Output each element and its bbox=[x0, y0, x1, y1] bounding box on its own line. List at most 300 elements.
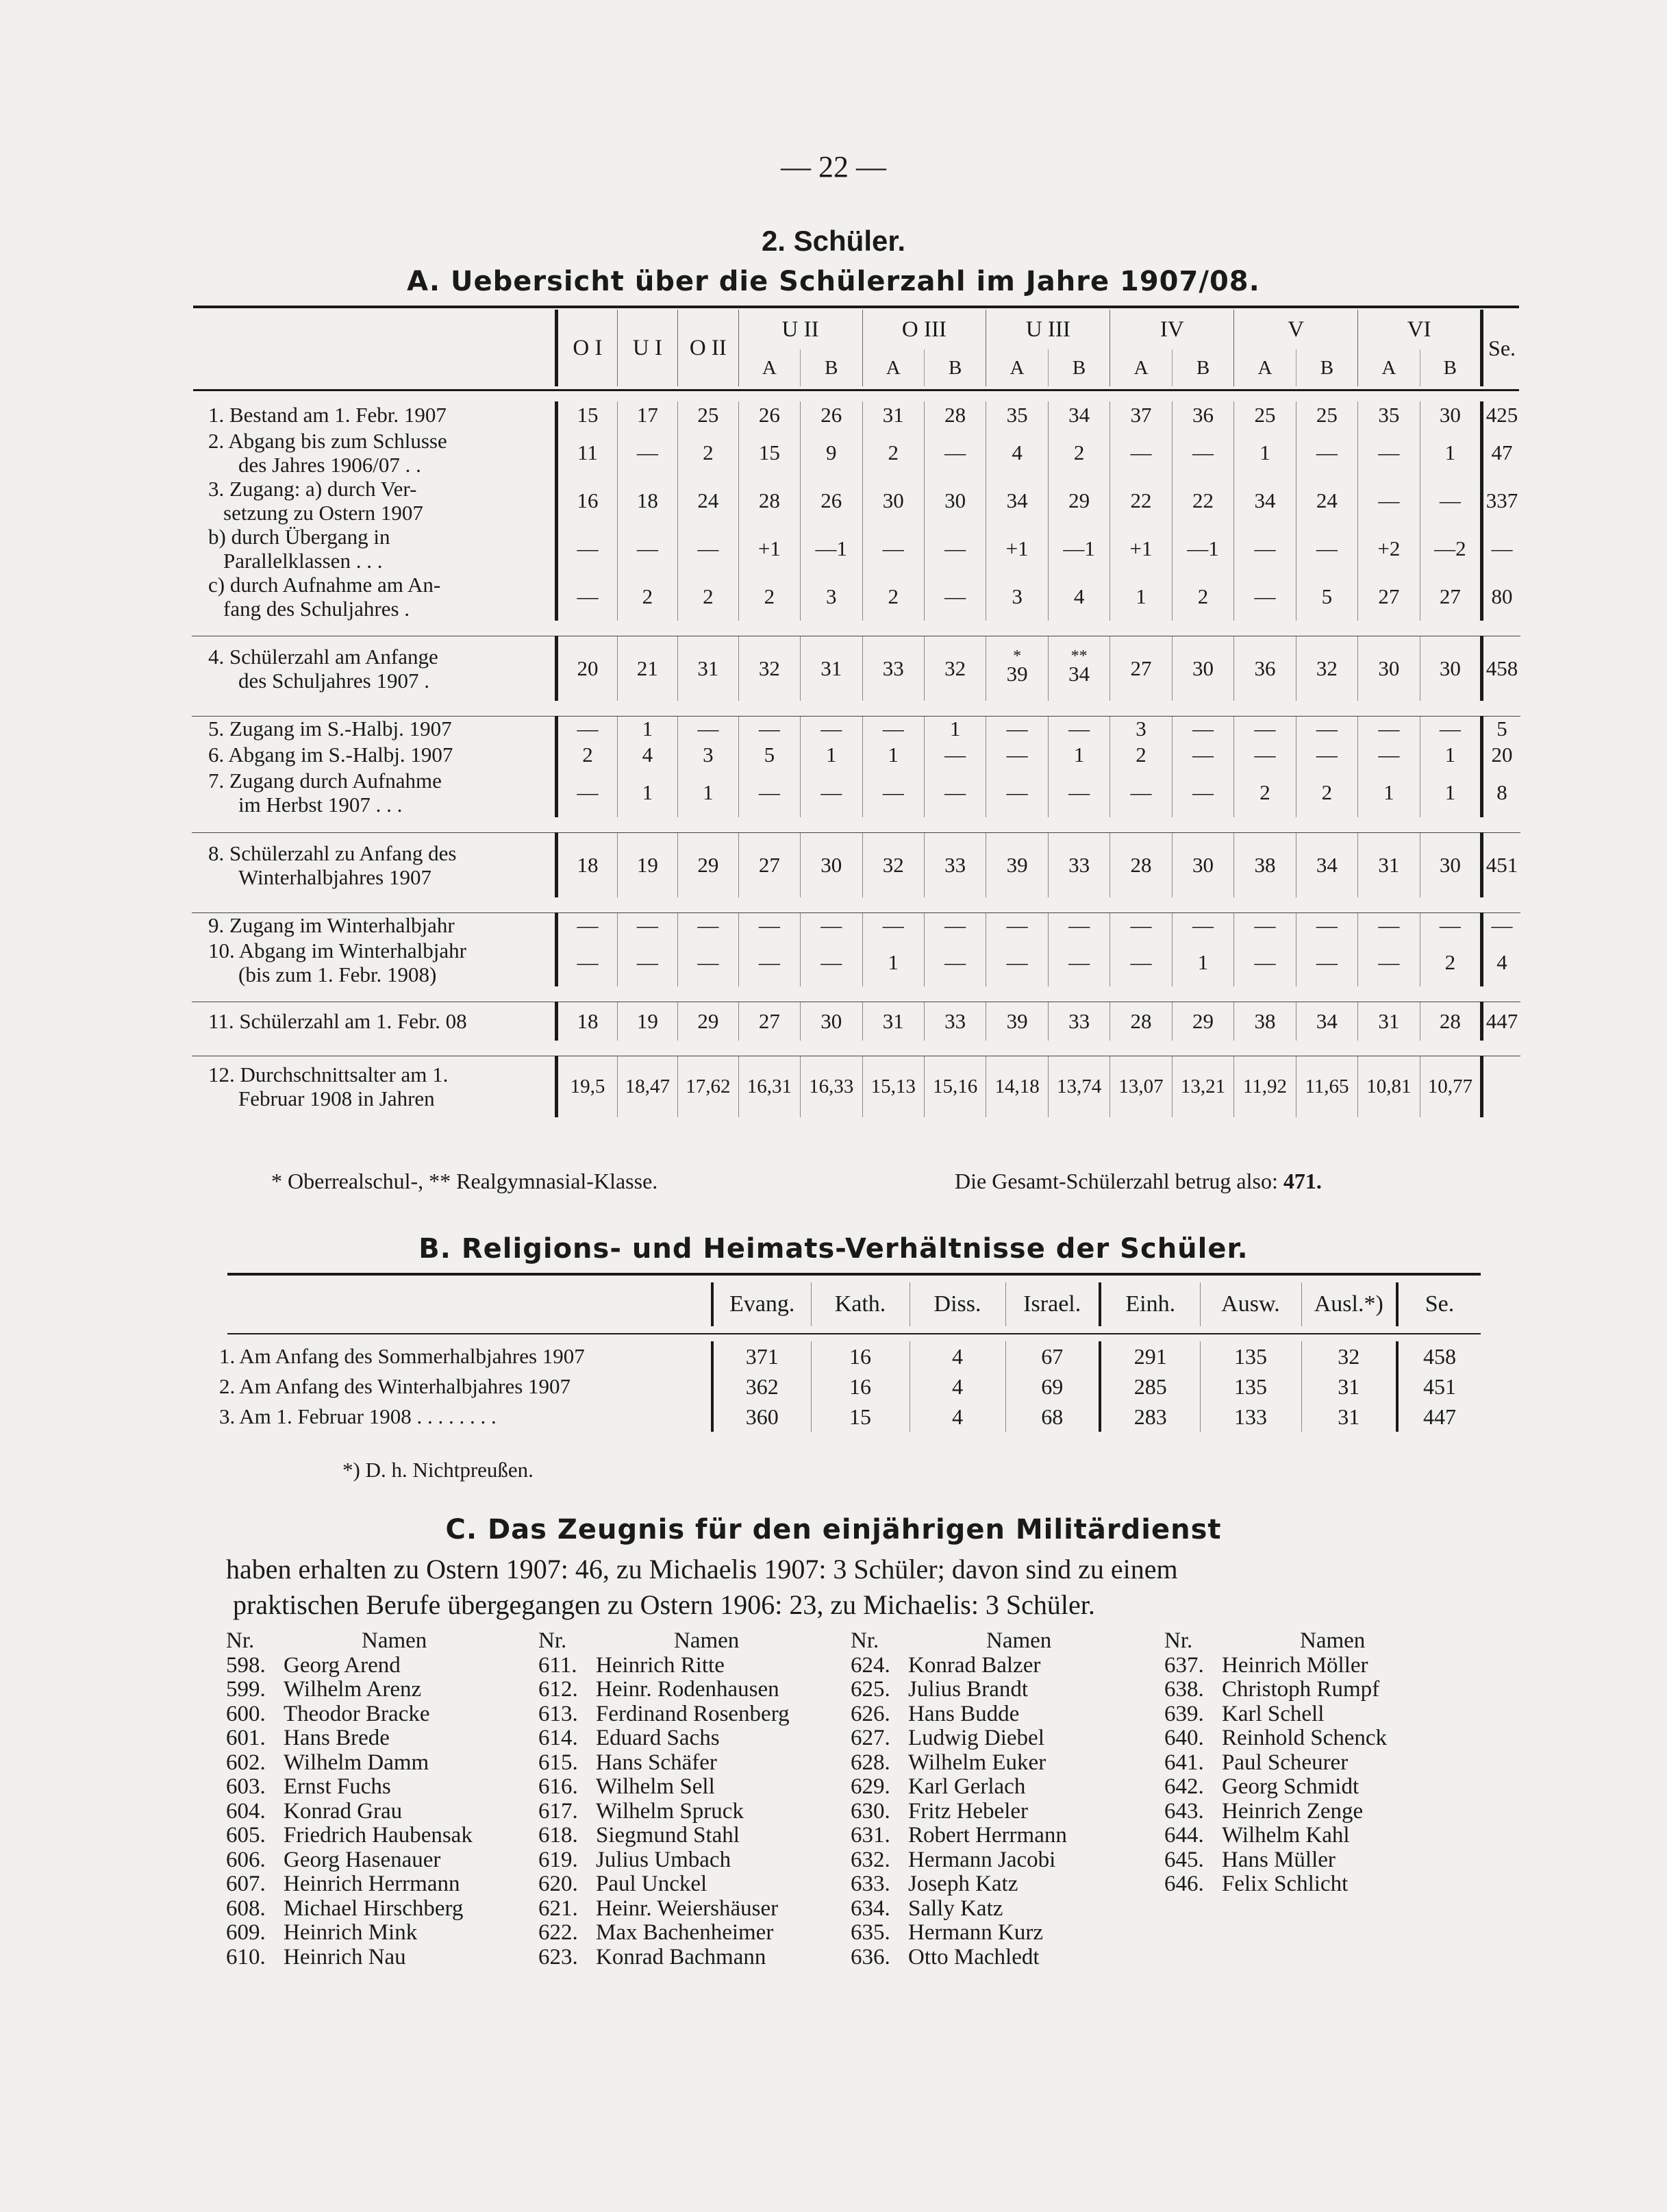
table-cell bbox=[738, 912, 800, 939]
row-label-line: setzung zu Ostern 1907 bbox=[223, 501, 423, 525]
table-cell bbox=[1234, 525, 1296, 573]
table-cell: 133 bbox=[1200, 1402, 1301, 1432]
list-number: 602. bbox=[226, 1750, 266, 1775]
table-cell bbox=[801, 833, 862, 897]
table-cell: 451 bbox=[1397, 1371, 1481, 1402]
table-cell bbox=[924, 573, 986, 621]
list-name: Otto Machledt bbox=[908, 1944, 1040, 1969]
cell-value: 1 bbox=[888, 743, 899, 767]
list-item bbox=[1164, 1800, 1472, 1824]
list-number: 634. bbox=[851, 1896, 890, 1921]
list-item bbox=[1164, 1872, 1472, 1897]
table-cell bbox=[557, 1056, 617, 1117]
table-cell bbox=[617, 477, 677, 525]
total-text: Die Gesamt-Schülerzahl betrug also: bbox=[955, 1169, 1278, 1193]
sum-cell: — bbox=[1482, 525, 1520, 573]
table-cell bbox=[738, 1056, 800, 1117]
list-name: Wilhelm Euker bbox=[908, 1750, 1046, 1775]
cell-value: 38 bbox=[1254, 1008, 1276, 1033]
cell-value: 33 bbox=[1068, 852, 1090, 877]
cell-value: —2 bbox=[1434, 536, 1466, 560]
table-cell bbox=[1234, 742, 1296, 768]
cell-value: 4 bbox=[1012, 440, 1023, 464]
list-number: 619. bbox=[538, 1847, 578, 1872]
table-cell bbox=[617, 716, 677, 742]
cell-value: 5 bbox=[1321, 584, 1333, 608]
list-name: Reinhold Schenck bbox=[1222, 1726, 1388, 1750]
table-cell bbox=[924, 939, 986, 986]
cell-value: 11 bbox=[577, 440, 598, 464]
cell-value: 1 bbox=[1383, 780, 1394, 804]
table-cell bbox=[801, 939, 862, 986]
cell-value: 27 bbox=[1439, 584, 1461, 608]
list-number: 635. bbox=[851, 1920, 890, 1945]
table-cell bbox=[1172, 636, 1233, 701]
cell-value: +1 bbox=[1129, 536, 1153, 560]
cell-value: — bbox=[697, 950, 719, 974]
cell-value: — bbox=[1192, 440, 1214, 464]
table-cell bbox=[678, 912, 738, 939]
sum-cell: 425 bbox=[1482, 401, 1520, 429]
list-number: 643. bbox=[1164, 1798, 1204, 1824]
names-header bbox=[1164, 1629, 1472, 1654]
cell-value: — bbox=[944, 536, 966, 560]
cell-value: 27 bbox=[758, 1008, 780, 1033]
table-cell bbox=[924, 636, 986, 701]
cell-value: 16,33 bbox=[809, 1075, 854, 1097]
class-header: U I bbox=[617, 310, 677, 386]
table-cell bbox=[1420, 636, 1481, 701]
names-column-1 bbox=[226, 1629, 534, 1969]
row-label bbox=[192, 636, 557, 701]
cell-value: — bbox=[1192, 913, 1214, 938]
cell-value: 1 bbox=[1444, 780, 1456, 804]
list-item bbox=[851, 1872, 1159, 1897]
list-number: 641. bbox=[1164, 1750, 1204, 1775]
cell-value: 28 bbox=[758, 488, 780, 512]
list-number: 618. bbox=[538, 1823, 578, 1848]
table-cell bbox=[924, 912, 986, 939]
table-cell bbox=[1172, 742, 1233, 768]
list-item bbox=[538, 1872, 847, 1897]
cell-value: 2 bbox=[1073, 440, 1085, 464]
list-item bbox=[226, 1678, 534, 1702]
cell-value: 24 bbox=[1316, 488, 1338, 512]
cell-value: — bbox=[1006, 913, 1028, 938]
cell-value: 28 bbox=[1130, 1008, 1152, 1033]
table-cell bbox=[738, 939, 800, 986]
cell-value: 1 bbox=[1197, 950, 1209, 974]
nr-header: Nr. bbox=[1164, 1628, 1193, 1653]
table-cell bbox=[862, 742, 924, 768]
cell-value: 2 bbox=[642, 584, 653, 608]
column-header: Israel. bbox=[1005, 1282, 1100, 1326]
table-cell bbox=[557, 429, 617, 477]
list-item bbox=[1164, 1654, 1472, 1678]
cell-value: — bbox=[1068, 913, 1090, 938]
table-cell bbox=[557, 636, 617, 701]
class-header: U III bbox=[986, 310, 1110, 349]
list-name: Hermann Jacobi bbox=[908, 1847, 1056, 1872]
cell-value: 9 bbox=[826, 440, 837, 464]
table-cell: 4 bbox=[910, 1402, 1005, 1432]
table-cell bbox=[738, 833, 800, 897]
table-cell bbox=[1234, 573, 1296, 621]
cell-value: 39 bbox=[1006, 1008, 1028, 1033]
cell-value: — bbox=[944, 780, 966, 804]
list-name: Georg Arend bbox=[284, 1652, 401, 1678]
table-cell bbox=[862, 1002, 924, 1041]
nr-header: Nr. bbox=[226, 1628, 255, 1653]
list-name: Wilhelm Damm bbox=[284, 1750, 429, 1775]
list-number: 625. bbox=[851, 1677, 890, 1702]
row-label-line: 4. Schülerzahl am Anfange bbox=[208, 644, 438, 669]
table-cell bbox=[1358, 716, 1420, 742]
cell-value: 18,47 bbox=[625, 1075, 670, 1097]
list-item bbox=[1164, 1751, 1472, 1776]
sum-cell bbox=[1482, 1056, 1520, 1117]
table-cell: 16 bbox=[811, 1371, 910, 1402]
cell-value: — bbox=[882, 717, 904, 741]
column-header: Einh. bbox=[1100, 1282, 1200, 1326]
sum-cell: 80 bbox=[1482, 573, 1520, 621]
cell-value: 2 bbox=[1197, 584, 1209, 608]
column-header: Kath. bbox=[811, 1282, 910, 1326]
cell-value: — bbox=[636, 913, 658, 938]
cell-value: — bbox=[577, 913, 599, 938]
cell-value: 10,77 bbox=[1427, 1075, 1472, 1097]
table-cell bbox=[801, 1002, 862, 1041]
cell-value: 1 bbox=[703, 780, 714, 804]
cell-value: — bbox=[1006, 743, 1028, 767]
table-cell: 458 bbox=[1397, 1341, 1481, 1371]
cell-value: 28 bbox=[1130, 852, 1152, 877]
table-cell bbox=[801, 912, 862, 939]
table-cell bbox=[617, 742, 677, 768]
table-cell bbox=[1234, 716, 1296, 742]
list-number: 617. bbox=[538, 1798, 578, 1824]
cell-value: — bbox=[944, 743, 966, 767]
list-name: Siegmund Stahl bbox=[596, 1823, 740, 1848]
table-cell bbox=[1234, 912, 1296, 939]
cell-value: 27 bbox=[758, 852, 780, 877]
list-number: 614. bbox=[538, 1726, 578, 1750]
table-cell bbox=[1358, 401, 1420, 429]
table-cell bbox=[924, 768, 986, 817]
cell-value: 1 bbox=[949, 717, 961, 741]
table-cell bbox=[617, 912, 677, 939]
table-cell bbox=[986, 939, 1048, 986]
cell-value: — bbox=[1006, 780, 1028, 804]
table-cell bbox=[1048, 636, 1110, 701]
list-item bbox=[226, 1824, 534, 1848]
cell-value: — bbox=[1439, 488, 1461, 512]
cell-value: 3 bbox=[1136, 717, 1146, 741]
cell-value: 34 bbox=[1068, 403, 1090, 427]
sub-header: A bbox=[986, 349, 1048, 386]
table-cell bbox=[1172, 1056, 1233, 1117]
list-item bbox=[538, 1946, 847, 1970]
cell-value: 36 bbox=[1254, 656, 1276, 680]
table-cell bbox=[1172, 833, 1233, 897]
cell-value: 2 bbox=[1259, 780, 1270, 804]
list-name: Hans Brede bbox=[284, 1726, 390, 1750]
row-label: 6. Abgang im S.-Halbj. 1907 bbox=[208, 743, 453, 767]
list-number: 610. bbox=[226, 1944, 266, 1969]
list-name: Georg Schmidt bbox=[1222, 1774, 1359, 1799]
list-number: 606. bbox=[226, 1847, 266, 1872]
cell-value: 39 bbox=[1006, 661, 1028, 686]
table-cell bbox=[1234, 1056, 1296, 1117]
cell-value: — bbox=[697, 717, 719, 741]
cell-value: — bbox=[944, 950, 966, 974]
table-cell: 31 bbox=[1301, 1371, 1397, 1402]
table-cell bbox=[986, 716, 1048, 742]
list-item bbox=[226, 1800, 534, 1824]
cell-value: 19,5 bbox=[570, 1075, 605, 1097]
table-cell bbox=[1420, 429, 1481, 477]
table-a-corner bbox=[192, 310, 557, 386]
list-number: 642. bbox=[1164, 1774, 1204, 1799]
table-b-footnote: *) D. h. Nichtpreußen. bbox=[342, 1458, 534, 1482]
table-cell: 15 bbox=[811, 1402, 910, 1432]
table-cell: 371 bbox=[712, 1341, 811, 1371]
row-label-line: im Herbst 1907 . . . bbox=[238, 793, 403, 817]
cell-value: 33 bbox=[944, 852, 966, 877]
cell-value: 26 bbox=[820, 403, 842, 427]
table-cell bbox=[801, 716, 862, 742]
list-number: 629. bbox=[851, 1774, 890, 1799]
cell-value: — bbox=[1378, 717, 1400, 741]
cell-value: 3 bbox=[826, 584, 837, 608]
table-cell bbox=[1048, 401, 1110, 429]
table-cell bbox=[1420, 716, 1481, 742]
list-item bbox=[1164, 1824, 1472, 1848]
table-cell bbox=[1110, 477, 1172, 525]
list-item bbox=[851, 1726, 1159, 1751]
row-label bbox=[192, 573, 557, 621]
list-name: Heinr. Weiershäuser bbox=[596, 1896, 779, 1921]
cell-value: 1 bbox=[888, 950, 899, 974]
table-cell bbox=[738, 1002, 800, 1041]
cell-value: — bbox=[636, 950, 658, 974]
table-cell: 360 bbox=[712, 1402, 811, 1432]
cell-value: 30 bbox=[1439, 403, 1461, 427]
table-cell bbox=[1110, 1056, 1172, 1117]
cell-value: — bbox=[1068, 950, 1090, 974]
list-number: 599. bbox=[226, 1677, 266, 1702]
list-name: Heinrich Möller bbox=[1222, 1652, 1368, 1678]
row-label-line: (bis zum 1. Febr. 1908) bbox=[238, 962, 437, 986]
table-cell bbox=[986, 1002, 1048, 1041]
cell-value: 29 bbox=[697, 852, 719, 877]
row-label: 5. Zugang im S.-Halbj. 1907 bbox=[192, 716, 557, 742]
list-number: 637. bbox=[1164, 1652, 1204, 1678]
cell-value: 2 bbox=[888, 440, 899, 464]
list-name: Christoph Rumpf bbox=[1222, 1677, 1380, 1702]
names-column-3 bbox=[851, 1629, 1159, 1969]
row-label bbox=[192, 939, 557, 986]
table-cell bbox=[1420, 525, 1481, 573]
table-cell bbox=[1296, 833, 1357, 897]
table-cell bbox=[924, 429, 986, 477]
cell-value: 29 bbox=[1192, 1008, 1214, 1033]
table-cell bbox=[986, 573, 1048, 621]
cell-value: 15 bbox=[758, 440, 780, 464]
section-c-title: C. Das Zeugnis für den einjährigen Militärdienst bbox=[445, 1514, 1222, 1545]
table-cell bbox=[1358, 939, 1420, 986]
cell-value: — bbox=[820, 717, 842, 741]
table-cell bbox=[1110, 636, 1172, 701]
cell-value: 30 bbox=[820, 852, 842, 877]
cell-value: 32 bbox=[944, 656, 966, 680]
table-cell bbox=[1048, 912, 1110, 939]
cell-value: — bbox=[1254, 913, 1276, 938]
list-number: 645. bbox=[1164, 1847, 1204, 1872]
table-cell bbox=[738, 401, 800, 429]
table-cell bbox=[862, 912, 924, 939]
list-number: 615. bbox=[538, 1750, 578, 1775]
cell-value: — bbox=[1316, 743, 1338, 767]
cell-value: — bbox=[882, 780, 904, 804]
table-cell bbox=[986, 912, 1048, 939]
cell-value: — bbox=[1130, 913, 1152, 938]
row-label: 3. Am 1. Februar 1908 . . . . . . . . bbox=[219, 1404, 497, 1428]
list-number: 611. bbox=[538, 1652, 577, 1678]
row-label-line: des Jahres 1906/07 . . bbox=[238, 453, 421, 477]
table-cell bbox=[1048, 939, 1110, 986]
cell-value: 11,92 bbox=[1242, 1075, 1288, 1097]
list-number: 598. bbox=[226, 1652, 266, 1678]
cell-value: 3 bbox=[1012, 584, 1023, 608]
row-label-line: b) durch Übergang in bbox=[208, 525, 390, 549]
column-header: Se. bbox=[1397, 1282, 1481, 1326]
cell-value: 3 bbox=[703, 743, 714, 767]
table-cell: 135 bbox=[1200, 1341, 1301, 1371]
table-cell bbox=[1048, 1056, 1110, 1117]
cell-value: — bbox=[1378, 743, 1400, 767]
table-cell bbox=[678, 768, 738, 817]
table-cell bbox=[617, 1002, 677, 1041]
list-number: 616. bbox=[538, 1774, 578, 1799]
list-item bbox=[851, 1946, 1159, 1970]
table-cell bbox=[1110, 768, 1172, 817]
list-name: Heinrich Zenge bbox=[1222, 1798, 1364, 1824]
cell-value: +2 bbox=[1377, 536, 1401, 560]
cell-value: — bbox=[1192, 780, 1214, 804]
table-cell: 67 bbox=[1005, 1341, 1100, 1371]
list-item bbox=[226, 1872, 534, 1897]
list-number: 605. bbox=[226, 1823, 266, 1848]
table-cell bbox=[924, 716, 986, 742]
list-item bbox=[226, 1654, 534, 1678]
table-cell bbox=[617, 401, 677, 429]
table-cell bbox=[1420, 573, 1481, 621]
cell-value: 39 bbox=[1006, 852, 1028, 877]
table-cell bbox=[678, 573, 738, 621]
table-cell bbox=[1358, 768, 1420, 817]
table-cell bbox=[1110, 401, 1172, 429]
table-cell bbox=[678, 636, 738, 701]
list-name: Konrad Balzer bbox=[908, 1652, 1041, 1678]
table-cell bbox=[1358, 1056, 1420, 1117]
cell-value: 36 bbox=[1192, 403, 1214, 427]
section-title: 2. Schüler. bbox=[761, 225, 906, 257]
table-cell bbox=[678, 742, 738, 768]
cell-value: — bbox=[1378, 440, 1400, 464]
table-cell bbox=[678, 429, 738, 477]
table-cell bbox=[1296, 939, 1357, 986]
table-cell bbox=[557, 768, 617, 817]
table-cell bbox=[1110, 912, 1172, 939]
table-cell bbox=[862, 939, 924, 986]
row-label-line: 7. Zugang durch Aufnahme bbox=[208, 769, 442, 793]
class-header: IV bbox=[1110, 310, 1234, 349]
row-label-line: 2. Abgang bis zum Schlusse bbox=[208, 429, 447, 453]
list-name: Hans Schäfer bbox=[596, 1750, 717, 1775]
list-item bbox=[538, 1921, 847, 1946]
cell-value: 4 bbox=[642, 743, 653, 767]
list-number: 609. bbox=[226, 1920, 266, 1945]
table-cell bbox=[1172, 573, 1233, 621]
row-label-line: des Schuljahres 1907 . bbox=[238, 668, 429, 693]
class-header: O II bbox=[678, 310, 738, 386]
column-header: Ausw. bbox=[1200, 1282, 1301, 1326]
table-cell bbox=[986, 768, 1048, 817]
cell-value: 31 bbox=[1378, 852, 1400, 877]
table-cell bbox=[801, 1056, 862, 1117]
cell-value: 31 bbox=[882, 403, 904, 427]
table-cell bbox=[924, 742, 986, 768]
row-label-line: 8. Schülerzahl zu Anfang des bbox=[208, 841, 457, 865]
cell-value: 22 bbox=[1192, 488, 1214, 512]
sub-header: A bbox=[1234, 349, 1296, 386]
list-item bbox=[851, 1751, 1159, 1776]
list-name: Karl Gerlach bbox=[908, 1774, 1026, 1799]
cell-value: — bbox=[1316, 717, 1338, 741]
table-cell bbox=[862, 716, 924, 742]
list-item bbox=[1164, 1726, 1472, 1751]
table-cell bbox=[678, 939, 738, 986]
cell-value: 32 bbox=[882, 852, 904, 877]
cell-value: 2 bbox=[703, 584, 714, 608]
table-cell bbox=[1048, 716, 1110, 742]
cell-value: 18 bbox=[577, 852, 599, 877]
table-cell bbox=[557, 1002, 617, 1041]
list-number: 633. bbox=[851, 1872, 890, 1896]
table-cell bbox=[1172, 477, 1233, 525]
table-cell bbox=[1296, 912, 1357, 939]
list-item bbox=[226, 1848, 534, 1873]
cell-value: 32 bbox=[1316, 656, 1338, 680]
footnote-mark: * bbox=[1013, 647, 1022, 665]
table-cell bbox=[862, 636, 924, 701]
list-item bbox=[538, 1800, 847, 1824]
table-cell bbox=[1048, 1002, 1110, 1041]
table-cell bbox=[1048, 833, 1110, 897]
cell-value: 34 bbox=[1316, 852, 1338, 877]
sub-header: B bbox=[1296, 349, 1357, 386]
cell-value: 11,65 bbox=[1305, 1075, 1349, 1097]
list-item bbox=[538, 1702, 847, 1727]
cell-value: 15 bbox=[577, 403, 599, 427]
list-name: Hans Müller bbox=[1222, 1847, 1336, 1872]
table-cell bbox=[801, 477, 862, 525]
cell-value: — bbox=[1254, 536, 1276, 560]
row-label bbox=[192, 833, 557, 897]
table-cell: 31 bbox=[1301, 1402, 1397, 1432]
cell-value: — bbox=[1378, 913, 1400, 938]
